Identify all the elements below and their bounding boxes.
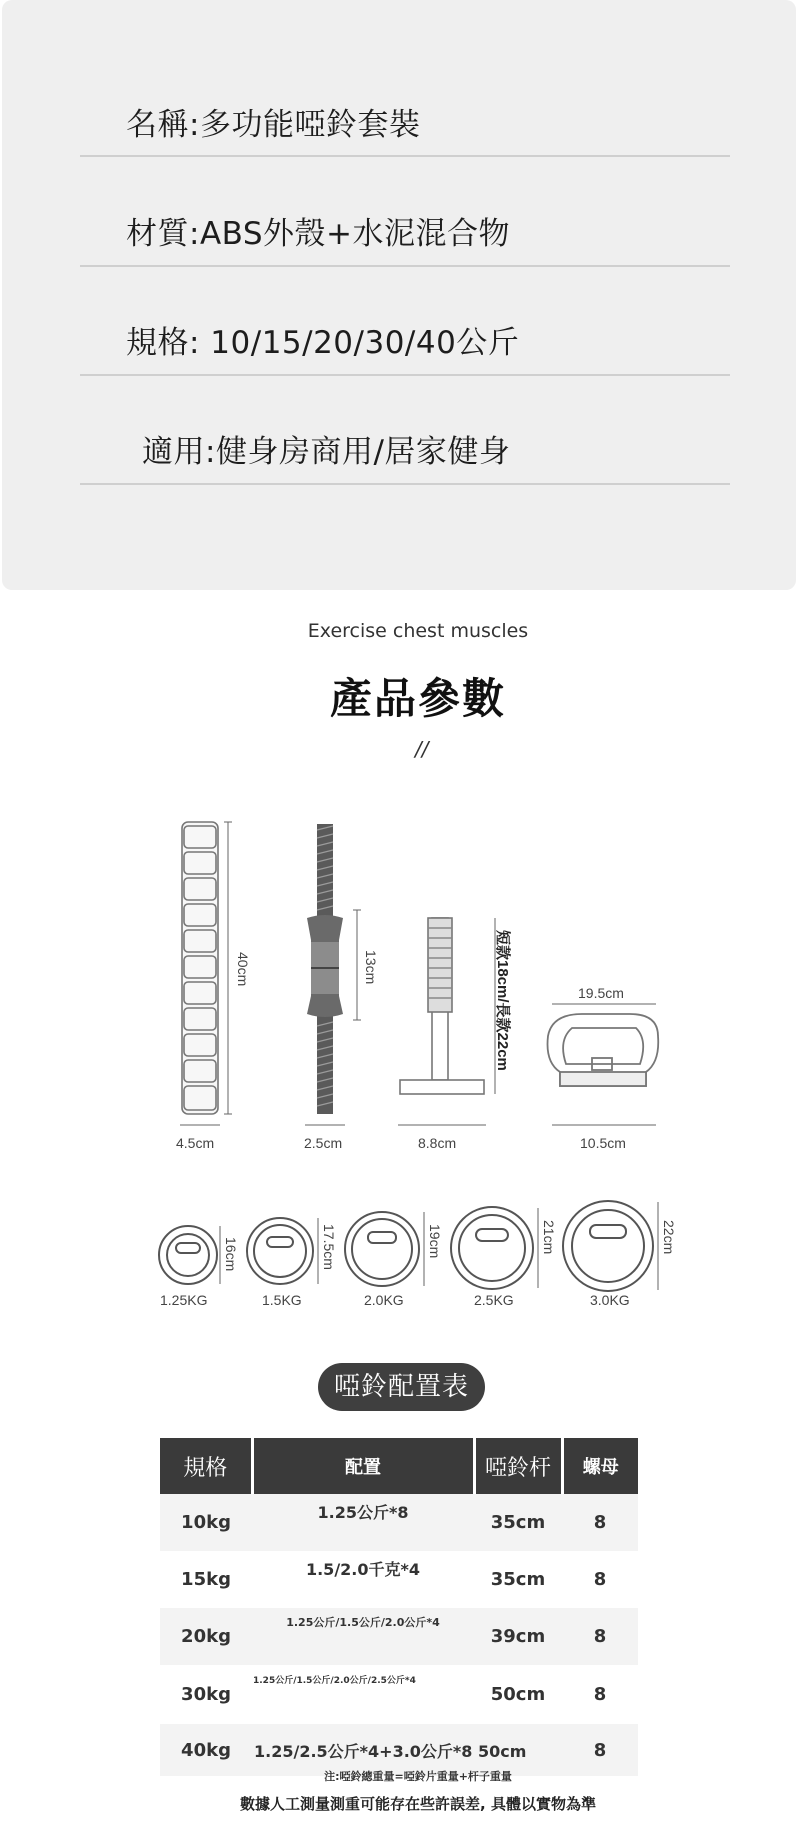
plate-1-size: 16cm — [223, 1237, 239, 1272]
plate-5-weight: 3.0KG — [590, 1292, 630, 1308]
header-config: 配置 — [252, 1438, 474, 1494]
config-title-badge: 啞鈴配置表 — [318, 1363, 485, 1411]
handle-width-label: 19.5cm — [578, 985, 624, 1001]
rod-grip-label: 13cm — [363, 950, 379, 985]
stand-width-label: 8.8cm — [418, 1135, 457, 1151]
dumbbell-bar-illustration — [182, 822, 218, 1114]
bar-width-label: 4.5cm — [176, 1135, 215, 1151]
table-row — [160, 1551, 638, 1608]
plate-4-weight: 2.5KG — [474, 1292, 514, 1308]
info-material: 材質:ABS外殼+水泥混合物 — [126, 216, 511, 252]
bar-height-label: 40cm — [235, 952, 251, 987]
weight-note: 注:啞鈴總重量=啞鈴片重量+杆子重量 — [324, 1770, 512, 1783]
cell-nut: 8 — [562, 1724, 638, 1776]
cell-bar: 50cm — [474, 1665, 562, 1724]
plate-3-size: 19cm — [427, 1224, 443, 1259]
divider — [80, 374, 730, 376]
plate-3-weight: 2.0KG — [364, 1292, 404, 1308]
cell-bar: 35cm — [474, 1494, 562, 1551]
header-bar: 啞鈴杆 — [474, 1438, 562, 1494]
cell-bar: 35cm — [474, 1551, 562, 1608]
product-diagram — [0, 800, 800, 1340]
plate-5-size: 22cm — [661, 1220, 677, 1255]
cell-spec: 30kg — [160, 1665, 252, 1724]
plate-2-size: 17.5cm — [321, 1224, 337, 1270]
info-usage: 適用:健身房商用/居家健身 — [142, 434, 511, 470]
divider — [80, 483, 730, 485]
divider — [80, 155, 730, 157]
cell-config: 1.25/2.5公斤*4+3.0公斤*8 50cm — [252, 1724, 562, 1776]
section-title: 產品參數 — [329, 674, 506, 723]
cell-nut: 8 — [562, 1608, 638, 1665]
plate-1-icon — [159, 1226, 217, 1284]
cell-spec: 20kg — [160, 1608, 252, 1665]
table-header-row — [160, 1438, 638, 1494]
cell-config: 1.25公斤/1.5公斤/2.0公斤*4 — [252, 1608, 474, 1665]
cell-nut: 8 — [562, 1665, 638, 1724]
table-row — [160, 1665, 638, 1724]
handle-base-label: 10.5cm — [580, 1135, 626, 1151]
handle-illustration — [548, 1014, 659, 1086]
table-row — [160, 1608, 638, 1665]
divider — [80, 265, 730, 267]
table-row — [160, 1494, 638, 1551]
cell-config: 1.5/2.0千克*4 — [252, 1551, 474, 1608]
config-table — [160, 1438, 638, 1776]
header-spec: 規格 — [160, 1438, 252, 1494]
disclaimer: 數據人工測量測重可能存在些許誤差, 具體以實物為準 — [240, 1795, 596, 1813]
plate-2-weight: 1.5KG — [262, 1292, 302, 1308]
cell-config: 1.25公斤/1.5公斤/2.0公斤/2.5公斤*4 — [252, 1665, 474, 1724]
stand-illustration — [400, 918, 484, 1094]
threaded-rod-illustration — [307, 824, 343, 1114]
info-spec: 規格: 10/15/20/30/40公斤 — [126, 325, 520, 361]
plate-1-weight: 1.25KG — [160, 1292, 208, 1308]
cell-nut: 8 — [562, 1494, 638, 1551]
cell-nut: 8 — [562, 1551, 638, 1608]
cell-config: 1.25公斤*8 — [252, 1494, 474, 1551]
product-info-card — [2, 0, 796, 590]
title-mark: // — [415, 737, 429, 761]
cell-bar: 39cm — [474, 1608, 562, 1665]
stand-height-label: 短款18cm/長款22cm — [494, 930, 511, 1071]
header-nut: 螺母 — [562, 1438, 638, 1494]
section-subtitle: Exercise chest muscles — [307, 620, 529, 642]
cell-spec: 40kg — [160, 1724, 252, 1776]
plate-5-icon — [563, 1201, 653, 1291]
plate-3-icon — [345, 1212, 419, 1286]
info-name: 名稱:多功能啞鈴套裝 — [126, 107, 421, 143]
cell-spec: 15kg — [160, 1551, 252, 1608]
plate-4-icon — [451, 1207, 533, 1289]
plate-4-size: 21cm — [541, 1220, 557, 1255]
cell-spec: 10kg — [160, 1494, 252, 1551]
plate-2-icon — [247, 1218, 313, 1284]
rod-width-label: 2.5cm — [304, 1135, 343, 1151]
